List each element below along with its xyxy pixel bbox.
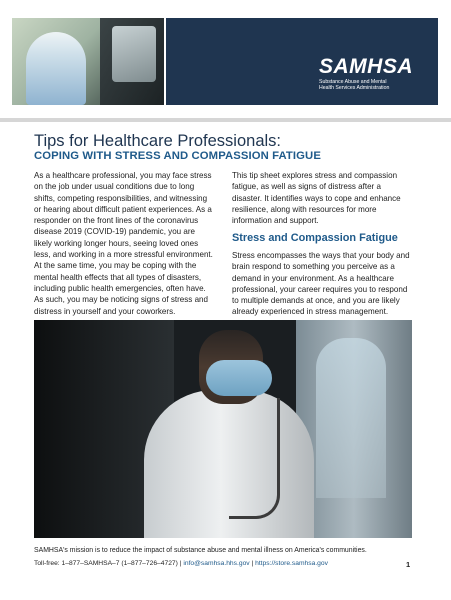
tollfree-number: Toll-free: 1–877–SAMHSA–7 (1–877–726–4727): [34, 560, 178, 567]
page-number: 1: [406, 560, 411, 569]
header-photo-healthcare-worker: [12, 18, 164, 105]
doctor-mask: [206, 360, 272, 396]
footer-separator: |: [251, 560, 254, 567]
mission-statement: SAMHSA's mission is to reduce the impact of substance abuse and mental illness on America's communities.: [34, 547, 367, 554]
logo-subtitle: Substance Abuse and Mental Health Services Administration: [318, 79, 390, 92]
header-divider: [0, 118, 451, 122]
page-title: Tips for Healthcare Professionals:: [34, 132, 281, 150]
header-banner: [166, 18, 438, 105]
email-link[interactable]: info@samhsa.hhs.gov: [183, 560, 250, 567]
page-subtitle: COPING WITH STRESS AND COMPASSION FATIGUE: [34, 150, 321, 162]
section-paragraph: Stress encompasses the ways that your body and brain respond to something you perceive as a demand in your environment. As a healthcare professional, your career requires you to respond to multiple demands at once, and you are likely already experienced in stress management.: [232, 251, 410, 317]
worker-figure: [26, 32, 86, 105]
section-heading: Stress and Compassion Fatigue: [232, 232, 398, 244]
doctor-photo: [34, 320, 412, 538]
stethoscope: [229, 398, 280, 519]
car-window: [112, 26, 156, 82]
photo-reflection: [316, 338, 386, 498]
intro-paragraph: As a healthcare professional, you may face stress on the job under usual conditions due to long shifts, competing responsibilities, and witnessing or hearing about difficult patient experiences. As a responder on the front lines of the coronavirus disease 2019 (COVID-19) pandemic, you are likely working longer hours, seeing loved ones less, and working in a more stressful environment. At the same time, you may be coping with the mental health effects that all types of disasters, including public health emergencies, often have. As such, you may be noticing signs of stress and distress in yourself and your coworkers.: [34, 171, 213, 316]
contact-footer: [34, 560, 328, 567]
overview-paragraph: This tip sheet explores stress and compassion fatigue, as well as signs of distress after a disaster. It identifies ways to cope and enhance resilience, along with resources for more information and support.: [232, 171, 401, 226]
footer-separator: |: [179, 560, 182, 567]
logo-wordmark: SAMHSA: [318, 55, 413, 78]
car-figure: [100, 18, 164, 105]
samhsa-logo: [319, 56, 413, 92]
store-link[interactable]: https://store.samhsa.gov: [255, 560, 328, 567]
